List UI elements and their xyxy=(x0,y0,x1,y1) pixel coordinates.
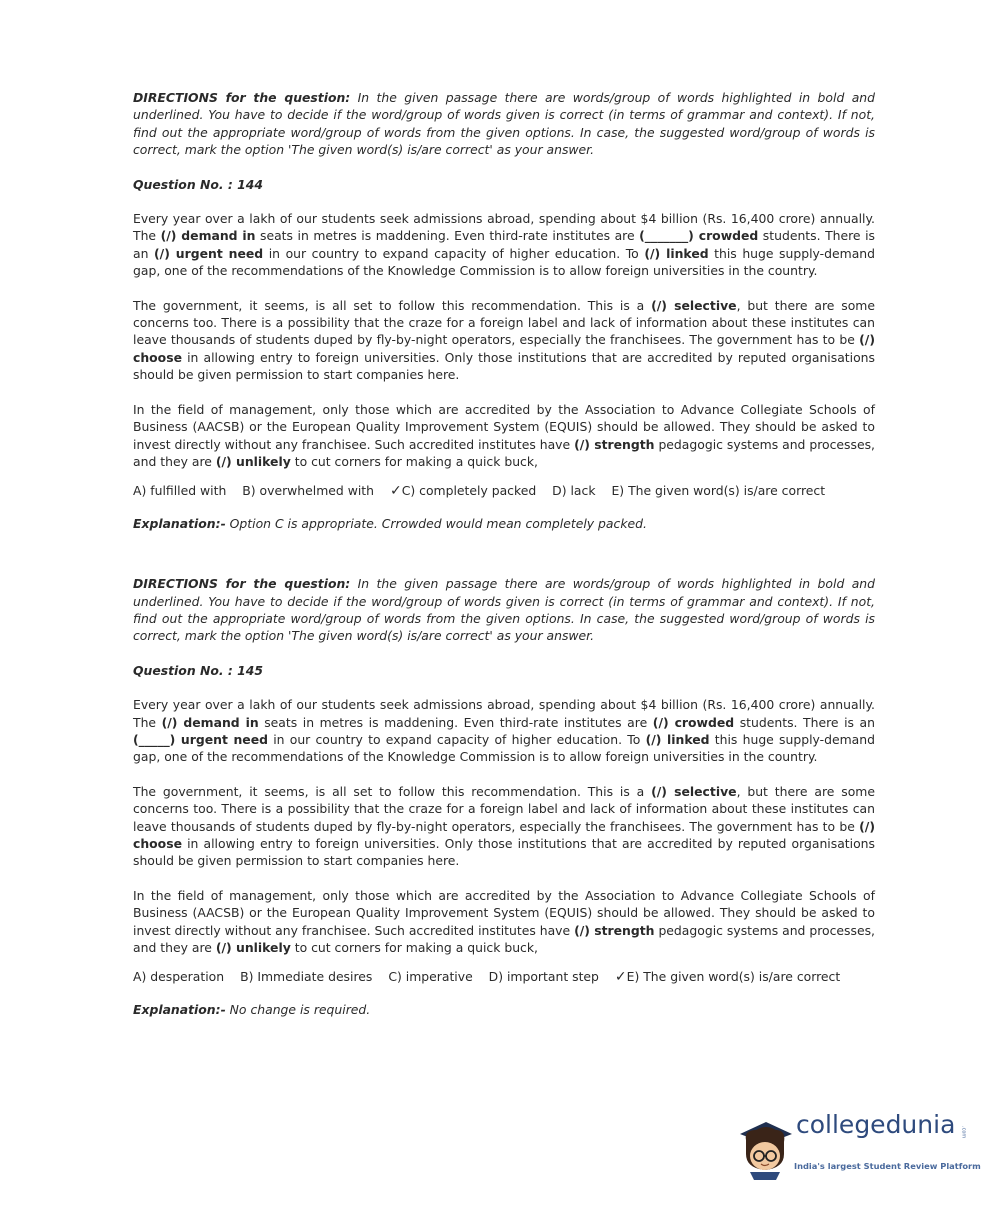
text: , but there are some concerns too. There is a possibility that the craze for a foreign label and lack of information about these institutes can leave thousands of students duped by fly-by-night operators, especially the franchisees. The government has to be xyxy=(133,783,875,834)
text: this huge supply-demand gap, one of the recommendations of the Knowledge Commission is to allow foreign universities in the country. xyxy=(133,245,875,279)
logo-wordmark: collegedunia xyxy=(796,1110,956,1139)
directions-label: DIRECTIONS for the question: xyxy=(133,90,351,105)
text: in allowing entry to foreign universities. Only those institutions that are accredited by reputed organisations should be given permission to start companies here. xyxy=(133,349,875,383)
passage-paragraph-1 xyxy=(133,696,875,766)
text: The government, it seems, is all set to follow this recommendation. This is a xyxy=(133,783,652,799)
directions xyxy=(133,575,875,645)
checkmark-icon: ✓ xyxy=(614,969,627,986)
text: to cut corners for making a quick buck, xyxy=(290,453,538,469)
option-e[interactable]: E) The given word(s) is/are correct xyxy=(611,483,826,499)
text: students. There is an xyxy=(734,714,875,730)
passage-paragraph-3 xyxy=(133,887,875,957)
highlight: (/) crowded xyxy=(652,714,735,730)
highlight: (/) strength xyxy=(574,436,655,452)
option-d[interactable]: D) lack xyxy=(552,483,596,499)
text: in our country to expand capacity of higher education. To xyxy=(267,731,646,747)
highlight: (/) choose xyxy=(133,332,875,365)
question-number: Question No. : 145 xyxy=(133,662,263,678)
explanation xyxy=(133,515,875,532)
text: Every year over a lakh of our students seek admissions abroad, spending about $4 billion (Rs. 16,400 crore) annually. The xyxy=(133,211,875,244)
text: In the field of management, only those which are accredited by the Association to Advance Collegiate Schools of Business (AACSB) or the European Quality Improvement System (EQUIS) should be allowed. They should be asked to invest directly without any franchisee. Such accredited institutes have xyxy=(133,401,875,452)
explanation xyxy=(133,1001,875,1018)
option-a[interactable]: A) desperation xyxy=(133,969,225,985)
text: in allowing entry to foreign universities. Only those institutions that are accredited by reputed organisations should be given permission to start companies here. xyxy=(133,836,875,869)
option-c[interactable] xyxy=(390,482,536,500)
option-b[interactable]: B) overwhelmed with xyxy=(242,483,375,499)
option-label: C) completely packed xyxy=(401,483,537,499)
explanation-text: Option C is appropriate. Crrowded would mean completely packed. xyxy=(225,515,647,531)
text: in our country to expand capacity of higher education. To xyxy=(263,245,645,261)
highlight: (/) demand in xyxy=(160,228,256,244)
answer-options xyxy=(133,482,875,500)
option-a[interactable]: A) fulfilled with xyxy=(133,483,227,499)
answer-options xyxy=(133,968,875,986)
highlight: (/) linked xyxy=(644,245,709,261)
highlight: (/) selective xyxy=(651,297,737,313)
explanation-label: Explanation:- xyxy=(133,1001,226,1017)
passage-paragraph-3 xyxy=(133,401,875,471)
text: pedagogic systems and processes, and they are xyxy=(133,922,875,956)
logo-suffix: .com xyxy=(960,1126,967,1139)
checkmark-icon: ✓ xyxy=(389,483,402,500)
collegedunia-logo[interactable] xyxy=(736,1110,981,1184)
document-page xyxy=(133,89,875,1018)
text: seats in metres is maddening. Even third-rate institutes are xyxy=(258,714,653,730)
highlight: (/) linked xyxy=(645,731,710,747)
option-d[interactable]: D) important step xyxy=(488,969,599,985)
text: The government, it seems, is all set to follow this recommendation. This is a xyxy=(133,297,652,313)
text: Every year over a lakh of our students seek admissions abroad, spending about $4 billion (Rs. 16,400 crore) annually. The xyxy=(133,697,875,730)
directions-text: In the given passage there are words/group of words highlighted in bold and underlined. You have to decide if the word/group of words given is correct (in terms of grammar and context). If not, find out the appropriate word/group of words from the given options. In case, the suggested word/group of words is correct, mark the option 'The given word(s) is/are correct' as your answer. xyxy=(133,576,875,644)
option-c[interactable]: C) imperative xyxy=(388,969,473,985)
question-number: Question No. : 144 xyxy=(133,176,263,192)
text: this huge supply-demand gap, one of the recommendations of the Knowledge Commission is to allow foreign universities in the country. xyxy=(133,731,875,765)
highlight: (/) urgent need xyxy=(154,245,264,261)
text: In the field of management, only those which are accredited by the Association to Advance Collegiate Schools of Business (AACSB) or the European Quality Improvement System (EQUIS) should be allowed. They should be asked to invest directly without any franchisee. Such accredited institutes have xyxy=(133,887,875,938)
directions-text: In the given passage there are words/group of words highlighted in bold and underlined. You have to decide if the word/group of words given is correct (in terms of grammar and context). If not, find out the appropriate word/group of words from the given options. In case, the suggested word/group of words is correct, mark the option 'The given word(s) is/are correct' as your answer. xyxy=(133,90,875,158)
option-label: E) The given word(s) is/are correct xyxy=(626,969,841,985)
explanation-text: No change is required. xyxy=(225,1001,371,1017)
text: to cut corners for making a quick buck, xyxy=(290,940,538,956)
explanation-label: Explanation:- xyxy=(133,515,226,531)
highlight: (/) strength xyxy=(574,922,655,938)
highlight: (/) unlikely xyxy=(215,453,291,469)
text: pedagogic systems and processes, and they are xyxy=(133,436,875,469)
highlight: (/) choose xyxy=(133,818,875,851)
mascot-icon xyxy=(736,1114,794,1182)
question-145-block xyxy=(133,575,875,1018)
passage-paragraph-1 xyxy=(133,210,875,280)
text: , but there are some concerns too. There is a possibility that the craze for a foreign label and lack of information about these institutes can leave thousands of students duped by fly-by-night operators, especially the franchisees. The government has to be xyxy=(133,297,875,348)
highlight: (/) unlikely xyxy=(215,940,291,956)
passage-paragraph-2 xyxy=(133,297,875,384)
text: seats in metres is maddening. Even third-rate institutes are xyxy=(255,228,640,244)
highlight-blank: (_____) urgent need xyxy=(133,731,268,747)
highlight: (/) demand in xyxy=(161,714,259,730)
highlight-blank: (_______) crowded xyxy=(639,228,759,244)
logo-tagline: India's largest Student Review Platform xyxy=(794,1161,981,1171)
highlight: (/) selective xyxy=(651,783,737,799)
directions xyxy=(133,89,875,159)
option-e[interactable] xyxy=(615,968,840,986)
section-spacer xyxy=(133,532,875,575)
option-b[interactable]: B) Immediate desires xyxy=(240,969,373,985)
text: students. There is an xyxy=(133,228,875,261)
passage-paragraph-2 xyxy=(133,783,875,870)
question-144-block xyxy=(133,89,875,532)
directions-label: DIRECTIONS for the question: xyxy=(133,576,351,592)
